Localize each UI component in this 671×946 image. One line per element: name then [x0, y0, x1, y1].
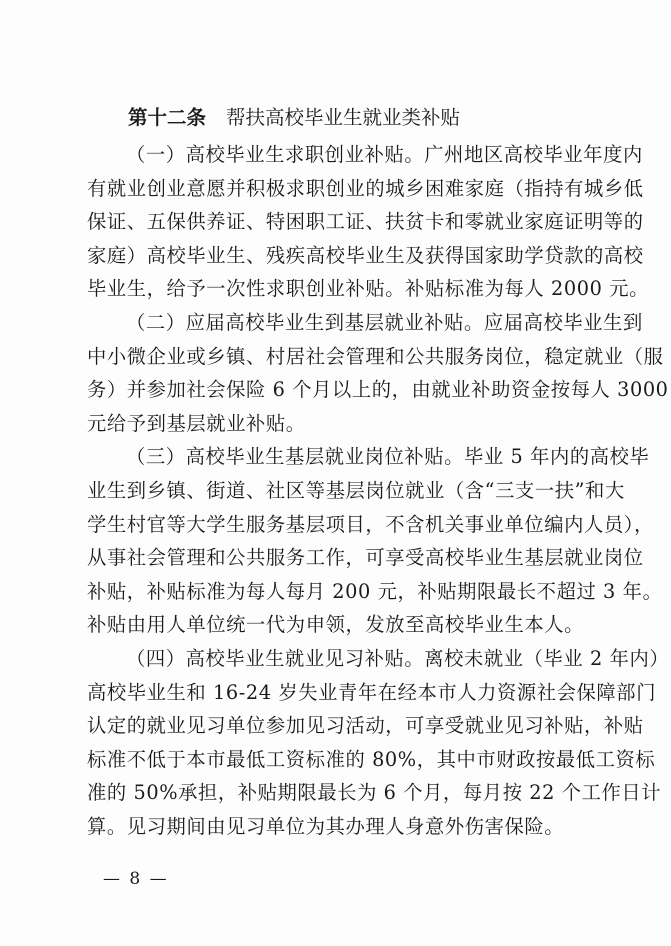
paragraph-line: 元给予到基层就业补贴。 [87, 411, 306, 435]
paragraph-1 [87, 138, 649, 306]
page-number: — 8 — [103, 869, 169, 889]
article-number: 第十二条 [128, 106, 207, 129]
article-heading [128, 101, 460, 135]
paragraph-line: 毕业生，给予一次性求职创业补贴。补贴标准为每人 2000 元。 [87, 277, 649, 301]
paragraph-line: 保证、五保供养证、特困职工证、扶贫卡和零就业家庭证明等的 [87, 210, 644, 234]
paragraph-line: 中小微企业或乡镇、村居社会管理和公共服务岗位，稳定就业（服 [87, 344, 664, 368]
paragraph-line: 标准不低于本市最低工资标准的 80%，其中市财政按最低工资标 [87, 747, 656, 771]
paragraph-line: 补贴，补贴标准为每人每月 200 元，补贴期限最长不超过 3 年。 [87, 579, 663, 603]
paragraph-line: （二）应届高校毕业生到基层就业补贴。应届高校毕业生到 [126, 310, 643, 334]
paragraph-line: 补贴由用人单位统一代为申领，发放至高校毕业生本人。 [87, 613, 585, 637]
paragraph-line: 家庭）高校毕业生、残疾高校毕业生及获得国家助学贷款的高校 [87, 243, 644, 267]
paragraph-line: 务）并参加社会保险 6 个月以上的，由就业补助资金按每人 3000 [87, 378, 669, 402]
article-title: 帮扶高校毕业生就业类补贴 [226, 106, 461, 129]
paragraph-2 [87, 306, 669, 440]
paragraph-line: 从事社会管理和公共服务工作，可享受高校毕业生基层就业岗位 [87, 546, 644, 570]
paragraph-line: 有就业创业意愿并积极求职创业的城乡困难家庭（指持有城乡低 [87, 176, 644, 200]
paragraph-3 [87, 440, 663, 642]
paragraph-line: 认定的就业见习单位参加见习活动，可享受就业见习补贴，补贴 [87, 714, 644, 738]
paragraph-line: 高校毕业生和 16-24 岁失业青年在经本市人力资源社会保障部门 [87, 680, 657, 704]
paragraph-line: 准的 50%承担，补贴期限最长为 6 个月，每月按 22 个工作日计 [87, 781, 662, 805]
paragraph-line: （一）高校毕业生求职创业补贴。广州地区高校毕业年度内 [126, 143, 643, 166]
article-body [87, 138, 670, 843]
paragraph-line: 学生村官等大学生服务基层项目，不含机关事业单位编内人员）， [87, 512, 654, 536]
paragraph-line: （四）高校毕业生就业见习补贴。离校未就业（毕业 2 年内） [126, 646, 670, 670]
paragraph-line: 业生到乡镇、街道、社区等基层岗位就业（含“三支一扶”和大 [87, 478, 625, 502]
paragraph-line: 算。见习期间由见习单位为其办理人身意外伤害保险。 [87, 814, 565, 838]
paragraph-4 [87, 642, 670, 844]
paragraph-line: （三）高校毕业生基层就业岗位补贴。毕业 5 年内的高校毕 [126, 445, 650, 469]
